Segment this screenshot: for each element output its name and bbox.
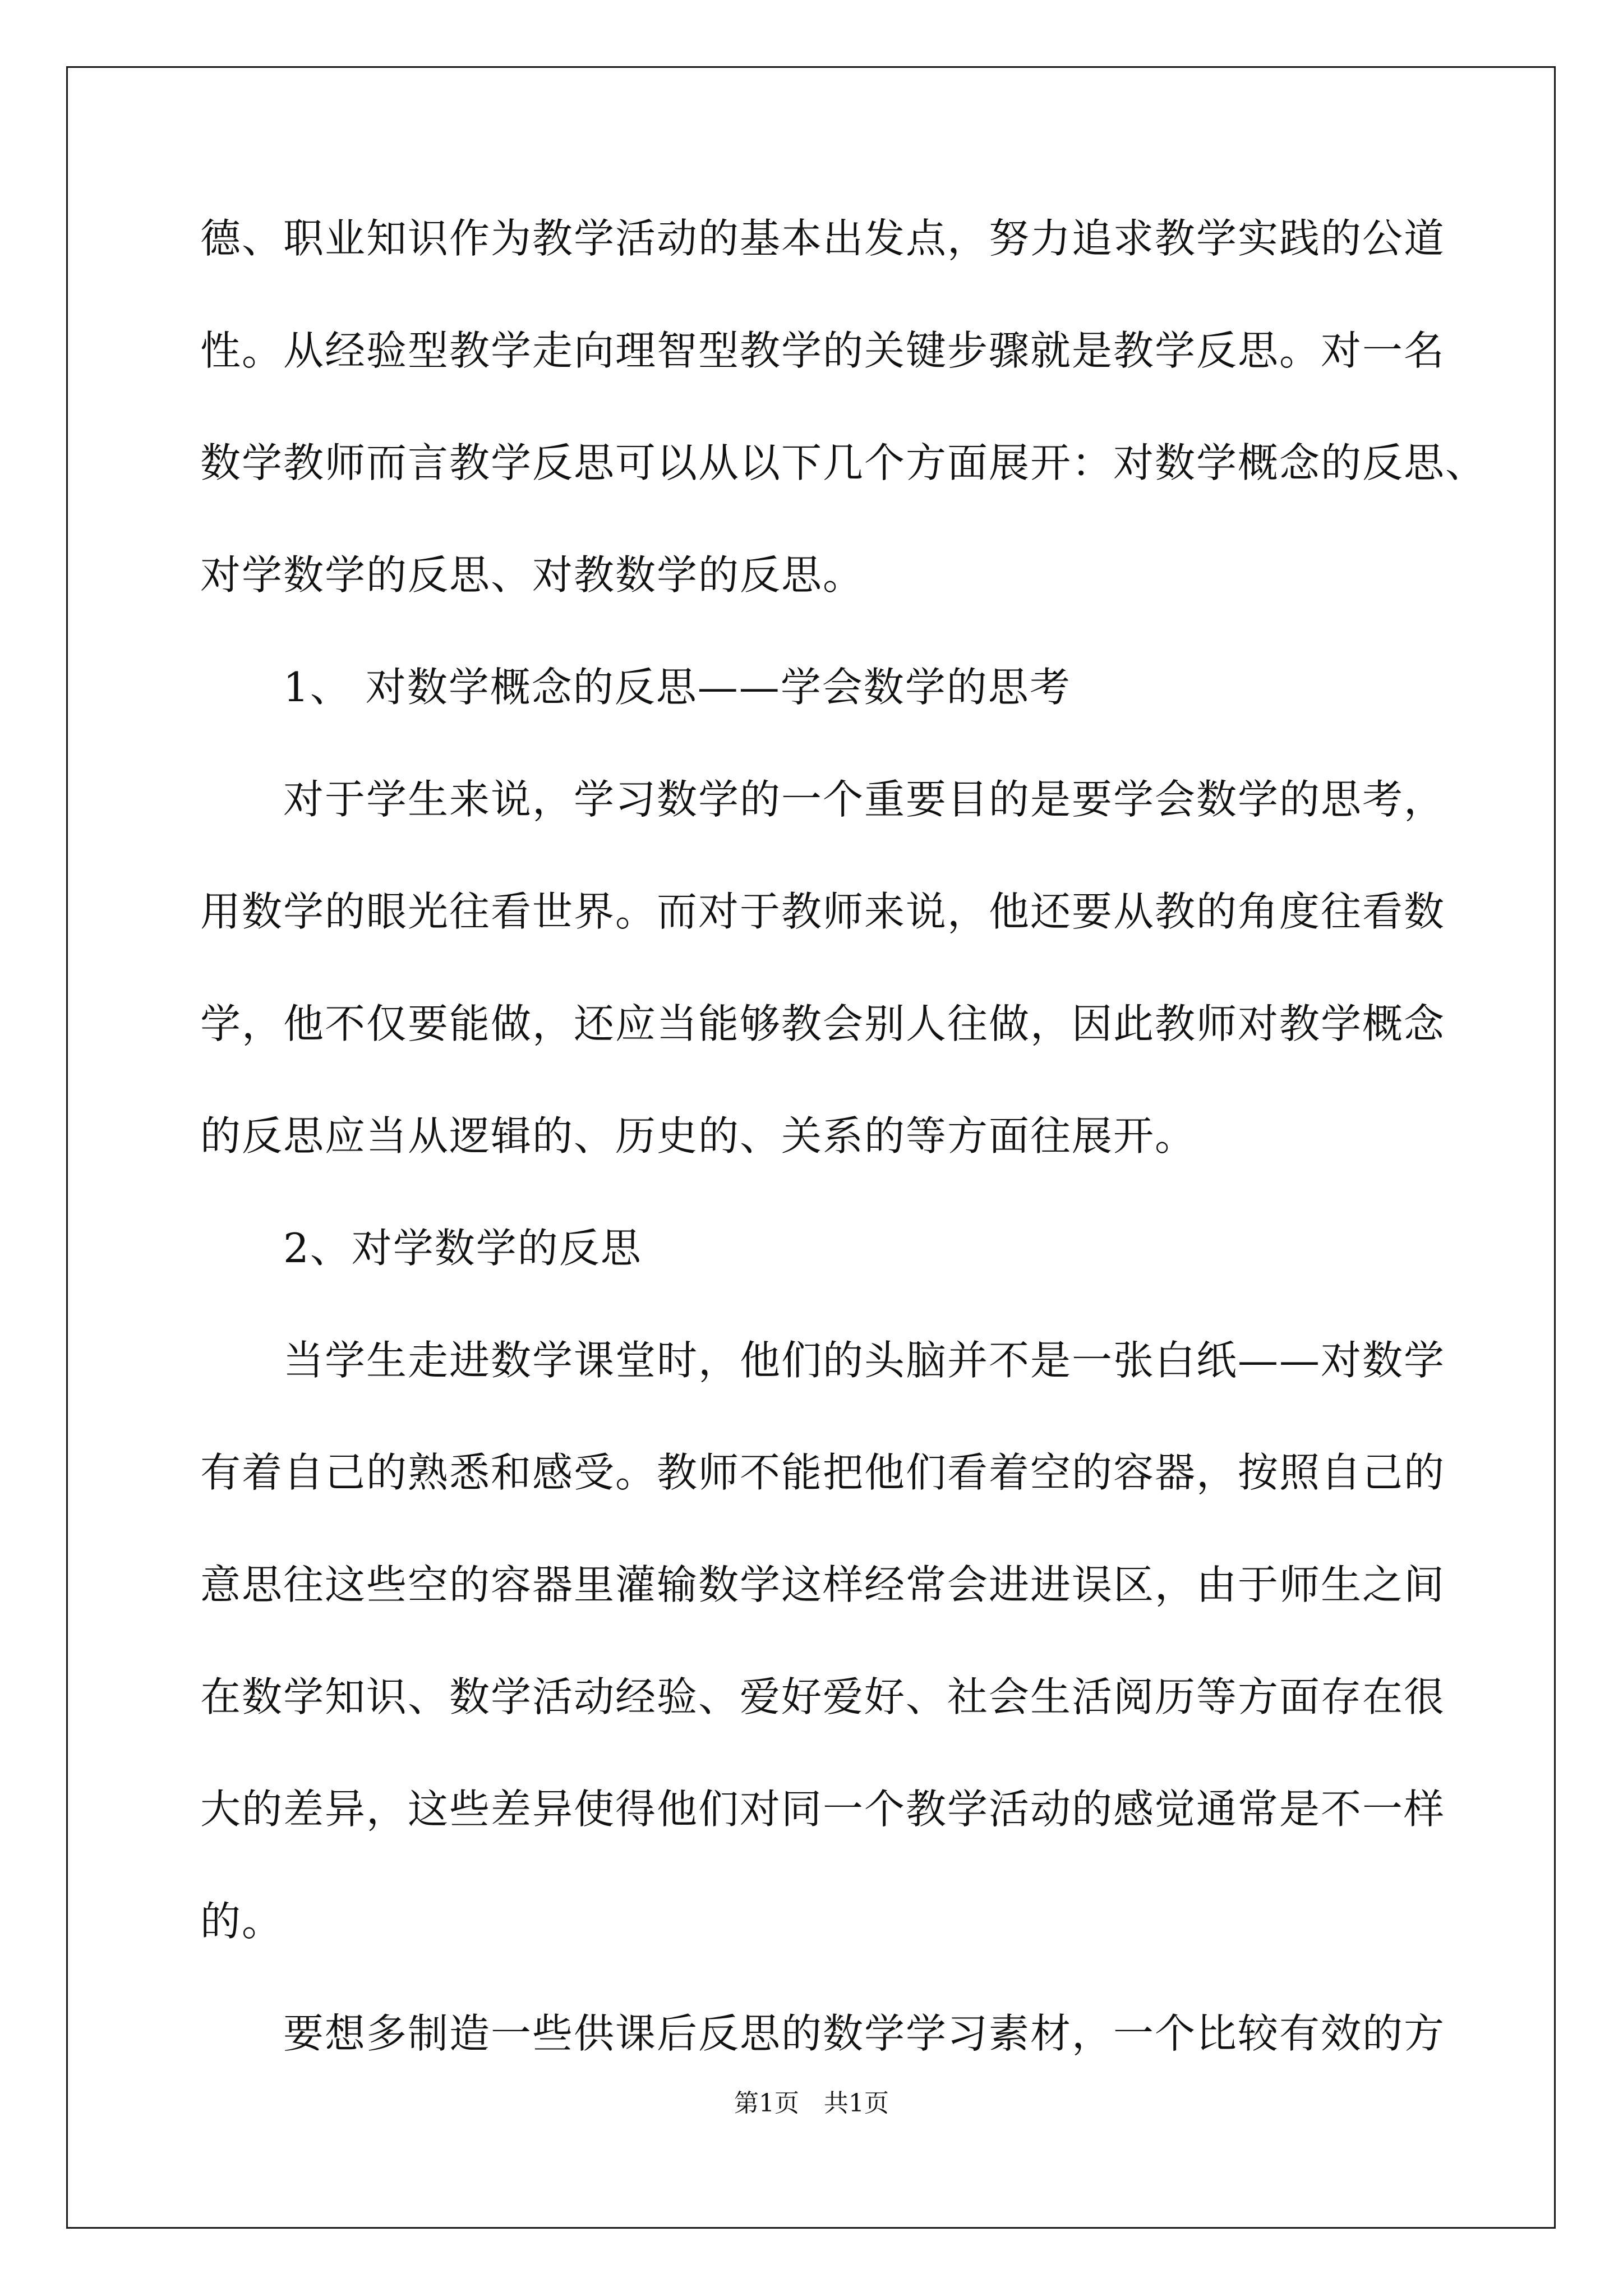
text-line: 在数学知识、数学活动经验、爱好爱好、社会生活阅历等方面存在很 <box>200 1673 1446 1720</box>
text-line: 性。从经验型教学走向理智型教学的关键步骤就是教学反思。对一名 <box>200 327 1446 374</box>
text-line: 数学教师而言教学反思可以从以下几个方面展开：对数学概念的反思、 <box>200 439 1487 486</box>
text-line: 有着自己的熟悉和感受。教师不能把他们看着空的容器，按照自己的 <box>200 1449 1446 1496</box>
text-line: 学，他不仅要能做，还应当能够教会别人往做，因此教师对教学概念 <box>200 1000 1446 1047</box>
section-heading: 2、对学数学的反思 <box>283 1225 642 1272</box>
text-line: 意思往这些空的容器里灌输数学这样经常会进进误区，由于师生之间 <box>200 1561 1446 1608</box>
text-line: 德、职业知识作为教学活动的基本出发点，努力追求教学实践的公道 <box>200 215 1446 262</box>
text-line: 当学生走进数学课堂时，他们的头脑并不是一张白纸——对数学 <box>283 1337 1446 1384</box>
page-footer: 第1页 共1页 <box>734 2089 889 2118</box>
section-heading: 1、 对数学概念的反思——学会数学的思考 <box>283 664 1071 711</box>
text-line: 的。 <box>200 1898 284 1945</box>
text-line: 用数学的眼光往看世界。而对于教师来说，他还要从教的角度往看数 <box>200 888 1446 935</box>
text-line: 大的差异，这些差异使得他们对同一个教学活动的感觉通常是不一样 <box>200 1786 1446 1833</box>
text-line: 要想多制造一些供课后反思的数学学习素材，一个比较有效的方 <box>283 2010 1446 2057</box>
text-line: 的反思应当从逻辑的、历史的、关系的等方面往展开。 <box>200 1112 1197 1159</box>
text-line: 对于学生来说，学习数学的一个重要目的是要学会数学的思考， <box>283 776 1446 823</box>
text-line: 对学数学的反思、对教数学的反思。 <box>200 551 865 599</box>
